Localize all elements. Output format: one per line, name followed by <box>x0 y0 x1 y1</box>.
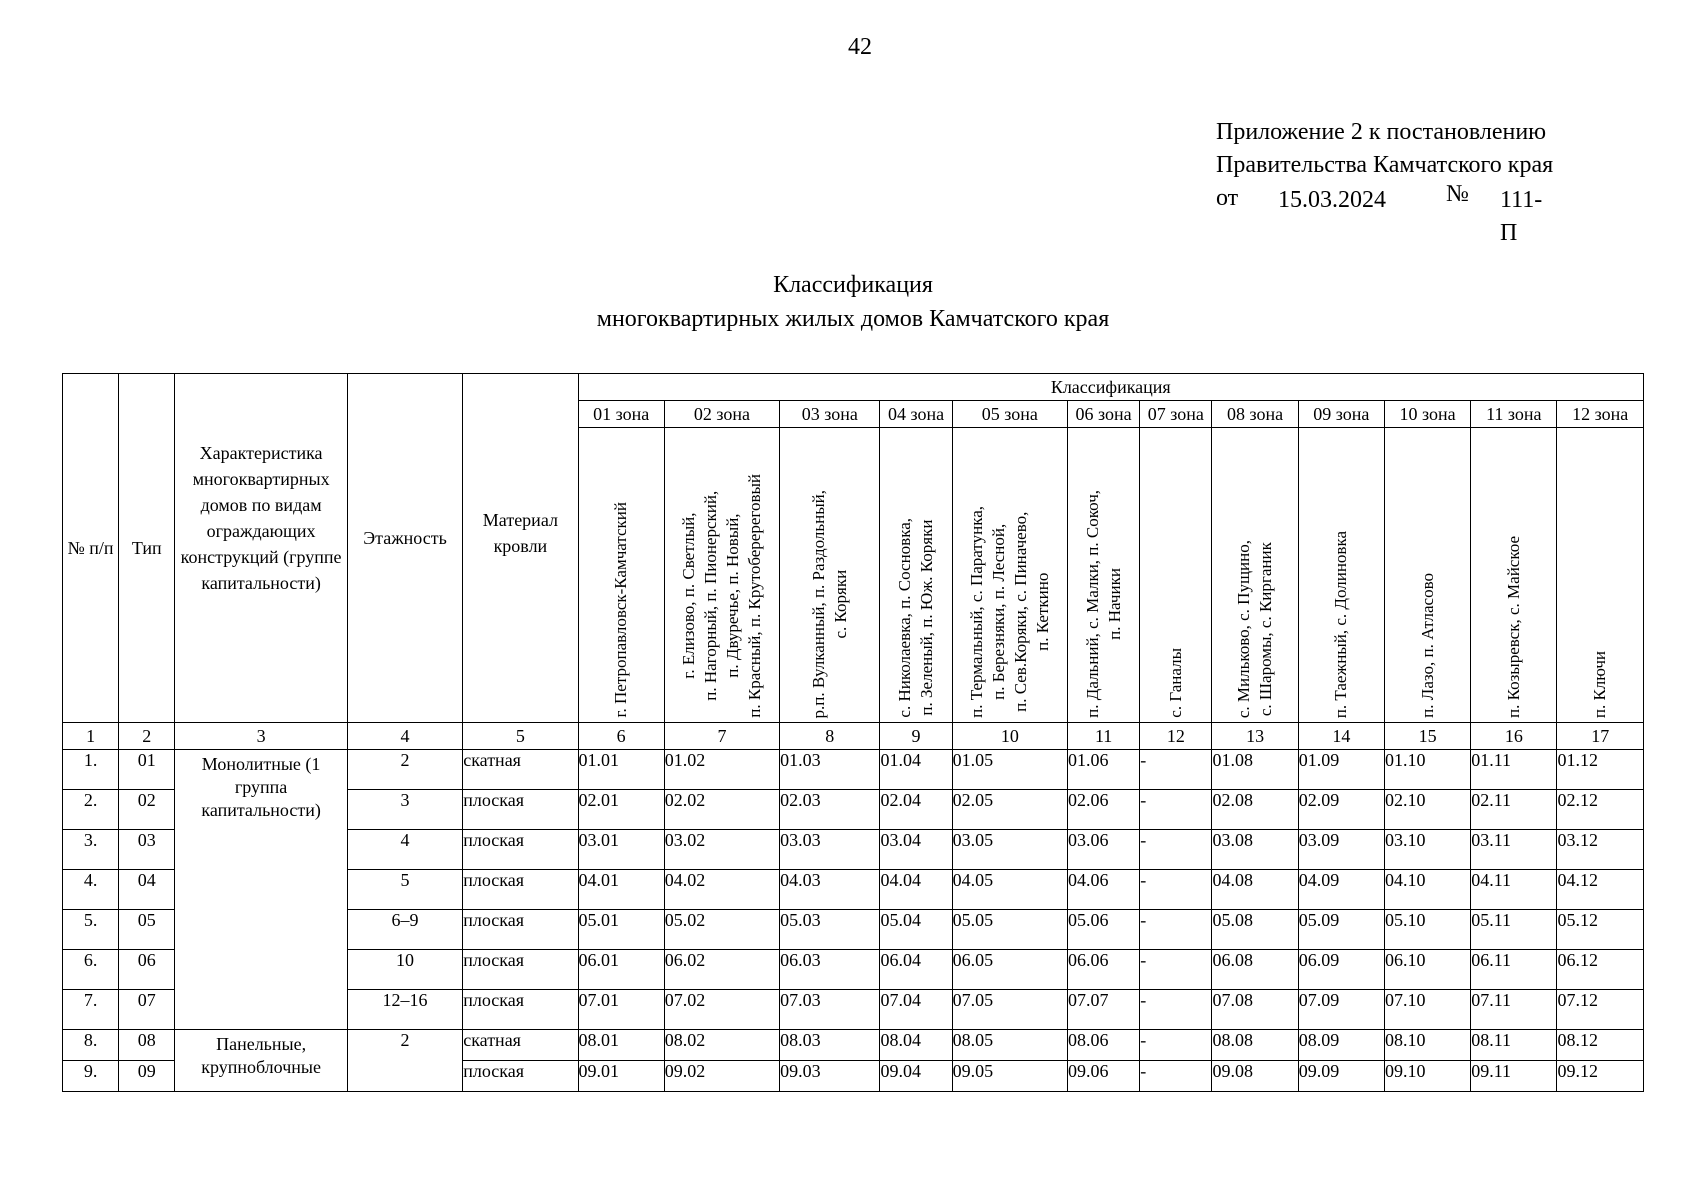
row-roof: плоская <box>463 1061 578 1092</box>
row-code-zone-6: 07.07 <box>1068 990 1140 1030</box>
zone-name-5: 05 зона <box>952 401 1067 428</box>
row-code-zone-5: 02.05 <box>952 790 1067 830</box>
row-code-zone-9: 06.09 <box>1298 950 1384 990</box>
row-code-zone-4: 09.04 <box>880 1061 952 1092</box>
row-code-zone-10: 09.10 <box>1384 1061 1470 1092</box>
column-number-11: 11 <box>1068 723 1140 750</box>
document-title-line-2: многоквартирных жилых домов Камчатского края <box>596 306 1110 332</box>
row-type: 08 <box>119 1030 175 1061</box>
row-code-zone-12: 06.12 <box>1557 950 1644 990</box>
zone-locality-1 <box>578 428 664 723</box>
row-code-zone-9: 09.09 <box>1298 1061 1384 1092</box>
row-code-zone-8: 03.08 <box>1212 830 1298 870</box>
zone-locality-2 <box>664 428 779 723</box>
row-code-zone-8: 05.08 <box>1212 910 1298 950</box>
row-code-zone-12: 02.12 <box>1557 790 1644 830</box>
row-code-zone-9: 05.09 <box>1298 910 1384 950</box>
row-code-zone-2: 04.02 <box>664 870 779 910</box>
row-roof: скатная <box>463 750 578 790</box>
zone-locality-text-10: п. Лазо, п. Атласово <box>1417 573 1437 718</box>
row-code-zone-7: - <box>1140 750 1212 790</box>
row-code-zone-6: 05.06 <box>1068 910 1140 950</box>
row-type: 03 <box>119 830 175 870</box>
row-code-zone-10: 03.10 <box>1384 830 1470 870</box>
row-type: 05 <box>119 910 175 950</box>
row-code-zone-2: 01.02 <box>664 750 779 790</box>
zone-locality-text-11: п. Козыревск, с. Майское <box>1503 535 1523 718</box>
row-code-zone-2: 07.02 <box>664 990 779 1030</box>
row-type: 01 <box>119 750 175 790</box>
row-code-zone-12: 09.12 <box>1557 1061 1644 1092</box>
row-code-zone-6: 08.06 <box>1068 1030 1140 1061</box>
row-code-zone-1: 08.01 <box>578 1030 664 1061</box>
row-number: 8. <box>63 1030 119 1061</box>
row-code-zone-9: 04.09 <box>1298 870 1384 910</box>
column-number-8: 8 <box>780 723 880 750</box>
zone-locality-5 <box>952 428 1067 723</box>
group-label-monolithic: Монолитные (1 группа капитальности) <box>175 750 348 1030</box>
row-code-zone-11: 07.11 <box>1471 990 1557 1030</box>
row-code-zone-4: 06.04 <box>880 950 952 990</box>
document-title-line-1: Классификация <box>773 272 933 298</box>
column-number-15: 15 <box>1384 723 1470 750</box>
row-code-zone-3: 04.03 <box>780 870 880 910</box>
column-number-6: 6 <box>578 723 664 750</box>
row-roof: плоская <box>463 790 578 830</box>
row-number: 1. <box>63 750 119 790</box>
row-code-zone-2: 05.02 <box>664 910 779 950</box>
row-code-zone-7: - <box>1140 830 1212 870</box>
row-code-zone-10: 06.10 <box>1384 950 1470 990</box>
appendix-meta <box>1216 181 1553 246</box>
row-roof: скатная <box>463 1030 578 1061</box>
row-code-zone-11: 05.11 <box>1471 910 1557 950</box>
zone-name-6: 06 зона <box>1068 401 1140 428</box>
zone-name-1: 01 зона <box>578 401 664 428</box>
zone-locality-text-12: п. Ключи <box>1590 650 1610 718</box>
header-roof: Материал кровли <box>463 374 578 723</box>
row-code-zone-5: 08.05 <box>952 1030 1067 1061</box>
row-floors: 5 <box>347 870 462 910</box>
row-code-zone-10: 02.10 <box>1384 790 1470 830</box>
row-code-zone-10: 04.10 <box>1384 870 1470 910</box>
header-classification: Классификация <box>578 374 1643 401</box>
table-row <box>63 1030 1644 1061</box>
appendix-number: 111-П <box>1500 187 1543 246</box>
column-number-4: 4 <box>347 723 462 750</box>
row-code-zone-4: 03.04 <box>880 830 952 870</box>
row-code-zone-2: 03.02 <box>664 830 779 870</box>
row-number: 3. <box>63 830 119 870</box>
column-number-12: 12 <box>1140 723 1212 750</box>
header-num: № п/п <box>63 374 119 723</box>
row-code-zone-11: 09.11 <box>1471 1061 1557 1092</box>
row-code-zone-6: 09.06 <box>1068 1061 1140 1092</box>
appendix-number-sign: № <box>1446 181 1469 207</box>
row-code-zone-9: 02.09 <box>1298 790 1384 830</box>
column-number-7: 7 <box>664 723 779 750</box>
column-number-16: 16 <box>1471 723 1557 750</box>
row-code-zone-10: 05.10 <box>1384 910 1470 950</box>
row-code-zone-10: 07.10 <box>1384 990 1470 1030</box>
row-code-zone-7: - <box>1140 990 1212 1030</box>
row-code-zone-2: 09.02 <box>664 1061 779 1092</box>
column-number-9: 9 <box>880 723 952 750</box>
row-type: 02 <box>119 790 175 830</box>
row-code-zone-6: 06.06 <box>1068 950 1140 990</box>
row-floors: 4 <box>347 830 462 870</box>
row-code-zone-6: 02.06 <box>1068 790 1140 830</box>
row-code-zone-4: 02.04 <box>880 790 952 830</box>
column-number-17: 17 <box>1557 723 1644 750</box>
row-code-zone-4: 07.04 <box>880 990 952 1030</box>
zone-name-9: 09 зона <box>1298 401 1384 428</box>
row-type: 09 <box>119 1061 175 1092</box>
classification-table <box>62 373 1644 1092</box>
zone-name-8: 08 зона <box>1212 401 1298 428</box>
row-code-zone-7: - <box>1140 1030 1212 1061</box>
table-body <box>63 723 1644 1092</box>
zone-name-11: 11 зона <box>1471 401 1557 428</box>
column-number-row <box>63 723 1644 750</box>
row-code-zone-5: 07.05 <box>952 990 1067 1030</box>
row-code-zone-6: 01.06 <box>1068 750 1140 790</box>
row-number: 7. <box>63 990 119 1030</box>
row-floors: 2 <box>347 1030 462 1092</box>
row-code-zone-10: 08.10 <box>1384 1030 1470 1061</box>
row-number: 9. <box>63 1061 119 1092</box>
row-code-zone-11: 04.11 <box>1471 870 1557 910</box>
zone-locality-text-4: с. Николаевка, п. Сосновка, п. Зеленый, п. Юж. Коряки <box>895 518 937 718</box>
row-code-zone-6: 04.06 <box>1068 870 1140 910</box>
column-number-1: 1 <box>63 723 119 750</box>
row-code-zone-2: 02.02 <box>664 790 779 830</box>
row-code-zone-9: 01.09 <box>1298 750 1384 790</box>
row-code-zone-8: 01.08 <box>1212 750 1298 790</box>
row-code-zone-12: 08.12 <box>1557 1030 1644 1061</box>
column-number-3: 3 <box>175 723 348 750</box>
row-code-zone-7: - <box>1140 1061 1212 1092</box>
zone-locality-8 <box>1212 428 1298 723</box>
row-code-zone-5: 01.05 <box>952 750 1067 790</box>
row-code-zone-12: 05.12 <box>1557 910 1644 950</box>
zone-name-4: 04 зона <box>880 401 952 428</box>
appendix-line-1: Приложение 2 к постановлению <box>1216 119 1547 145</box>
row-code-zone-1: 02.01 <box>578 790 664 830</box>
row-code-zone-11: 08.11 <box>1471 1030 1557 1061</box>
row-code-zone-3: 02.03 <box>780 790 880 830</box>
document-title <box>0 268 1697 336</box>
row-code-zone-3: 05.03 <box>780 910 880 950</box>
row-code-zone-1: 03.01 <box>578 830 664 870</box>
row-number: 2. <box>63 790 119 830</box>
row-floors: 12–16 <box>347 990 462 1030</box>
row-code-zone-11: 01.11 <box>1471 750 1557 790</box>
row-code-zone-10: 01.10 <box>1384 750 1470 790</box>
row-code-zone-5: 05.05 <box>952 910 1067 950</box>
row-code-zone-1: 06.01 <box>578 950 664 990</box>
row-code-zone-9: 07.09 <box>1298 990 1384 1030</box>
row-floors: 10 <box>347 950 462 990</box>
row-code-zone-4: 08.04 <box>880 1030 952 1061</box>
row-code-zone-2: 06.02 <box>664 950 779 990</box>
row-code-zone-11: 03.11 <box>1471 830 1557 870</box>
column-number-14: 14 <box>1298 723 1384 750</box>
row-code-zone-11: 06.11 <box>1471 950 1557 990</box>
row-code-zone-3: 09.03 <box>780 1061 880 1092</box>
row-code-zone-9: 03.09 <box>1298 830 1384 870</box>
zone-locality-text-3: р.п. Вулканный, п. Раздольный, с. Коряки <box>808 489 850 718</box>
row-number: 5. <box>63 910 119 950</box>
zone-locality-text-5: п. Термальный, с. Паратунка, п. Березняки, п. Лесной, п. Сев.Коряки, с. Пиначево, п. Кеткино <box>966 506 1052 718</box>
zone-locality-text-8: с. Мильково, с. Пущино, с. Шаромы, с. Кирганик <box>1234 539 1276 718</box>
zone-name-7: 07 зона <box>1140 401 1212 428</box>
zone-locality-text-9: п. Таежный, с. Долиновка <box>1331 530 1351 718</box>
row-code-zone-8: 09.08 <box>1212 1061 1298 1092</box>
page-number: 42 <box>848 34 872 60</box>
column-number-5: 5 <box>463 723 578 750</box>
row-code-zone-3: 06.03 <box>780 950 880 990</box>
row-code-zone-4: 05.04 <box>880 910 952 950</box>
row-number: 4. <box>63 870 119 910</box>
row-code-zone-12: 01.12 <box>1557 750 1644 790</box>
zone-locality-9 <box>1298 428 1384 723</box>
row-code-zone-3: 01.03 <box>780 750 880 790</box>
row-code-zone-12: 04.12 <box>1557 870 1644 910</box>
row-code-zone-12: 07.12 <box>1557 990 1644 1030</box>
zone-locality-6 <box>1068 428 1140 723</box>
row-type: 07 <box>119 990 175 1030</box>
row-code-zone-7: - <box>1140 790 1212 830</box>
row-code-zone-4: 01.04 <box>880 750 952 790</box>
row-type: 04 <box>119 870 175 910</box>
row-code-zone-3: 08.03 <box>780 1030 880 1061</box>
row-code-zone-5: 04.05 <box>952 870 1067 910</box>
row-roof: плоская <box>463 870 578 910</box>
row-floors: 3 <box>347 790 462 830</box>
row-code-zone-8: 06.08 <box>1212 950 1298 990</box>
row-code-zone-1: 04.01 <box>578 870 664 910</box>
row-code-zone-7: - <box>1140 950 1212 990</box>
row-code-zone-7: - <box>1140 870 1212 910</box>
zone-locality-text-7: с. Ганалы <box>1165 648 1185 718</box>
row-roof: плоская <box>463 950 578 990</box>
zone-locality-7 <box>1140 428 1212 723</box>
column-number-10: 10 <box>952 723 1067 750</box>
zone-name-12: 12 зона <box>1557 401 1644 428</box>
row-type: 06 <box>119 950 175 990</box>
appendix-block <box>1216 116 1554 246</box>
row-roof: плоская <box>463 910 578 950</box>
row-code-zone-11: 02.11 <box>1471 790 1557 830</box>
zone-locality-12 <box>1557 428 1644 723</box>
row-code-zone-3: 07.03 <box>780 990 880 1030</box>
row-code-zone-5: 09.05 <box>952 1061 1067 1092</box>
row-roof: плоская <box>463 830 578 870</box>
row-number: 6. <box>63 950 119 990</box>
zone-locality-4 <box>880 428 952 723</box>
row-code-zone-5: 06.05 <box>952 950 1067 990</box>
row-code-zone-8: 02.08 <box>1212 790 1298 830</box>
row-code-zone-6: 03.06 <box>1068 830 1140 870</box>
row-code-zone-5: 03.05 <box>952 830 1067 870</box>
row-code-zone-7: - <box>1140 910 1212 950</box>
row-code-zone-2: 08.02 <box>664 1030 779 1061</box>
row-code-zone-12: 03.12 <box>1557 830 1644 870</box>
zone-name-2: 02 зона <box>664 401 779 428</box>
zone-locality-text-6: п. Дальний, с. Малки, п. Сокоч, п. Начики <box>1082 490 1124 718</box>
zone-locality-text-1: г. Петропавловск-Камчатский <box>611 502 631 718</box>
group-label-panel: Панельные, крупноблочные <box>175 1030 348 1092</box>
row-code-zone-3: 03.03 <box>780 830 880 870</box>
column-number-2: 2 <box>119 723 175 750</box>
row-code-zone-1: 07.01 <box>578 990 664 1030</box>
zone-locality-10 <box>1384 428 1470 723</box>
header-type: Тип <box>119 374 175 723</box>
row-floors: 6–9 <box>347 910 462 950</box>
row-code-zone-1: 09.01 <box>578 1061 664 1092</box>
row-code-zone-1: 05.01 <box>578 910 664 950</box>
zone-locality-11 <box>1471 428 1557 723</box>
row-floors: 2 <box>347 750 462 790</box>
appendix-line-2: Правительства Камчатского края <box>1216 152 1554 178</box>
row-code-zone-8: 07.08 <box>1212 990 1298 1030</box>
appendix-date: 15.03.2024 <box>1278 187 1386 213</box>
row-roof: плоская <box>463 990 578 1030</box>
zone-name-10: 10 зона <box>1384 401 1470 428</box>
header-characteristic: Характеристика многоквартирных домов по видам ограждающих конструкций (группе капитальности) <box>175 374 348 723</box>
row-code-zone-1: 01.01 <box>578 750 664 790</box>
zone-locality-3 <box>780 428 880 723</box>
appendix-from-label: от <box>1216 185 1239 211</box>
zone-name-3: 03 зона <box>780 401 880 428</box>
row-code-zone-4: 04.04 <box>880 870 952 910</box>
column-number-13: 13 <box>1212 723 1298 750</box>
row-code-zone-8: 04.08 <box>1212 870 1298 910</box>
row-code-zone-9: 08.09 <box>1298 1030 1384 1061</box>
zone-locality-text-2: г. Елизово, п. Светлый, п. Нагорный, п. Пионерский, п. Двуречье, п. Новый, п. Красный, п. Крутоберереговый <box>678 474 764 718</box>
table-row <box>63 750 1644 790</box>
header-floors: Этажность <box>347 374 462 723</box>
row-code-zone-8: 08.08 <box>1212 1030 1298 1061</box>
